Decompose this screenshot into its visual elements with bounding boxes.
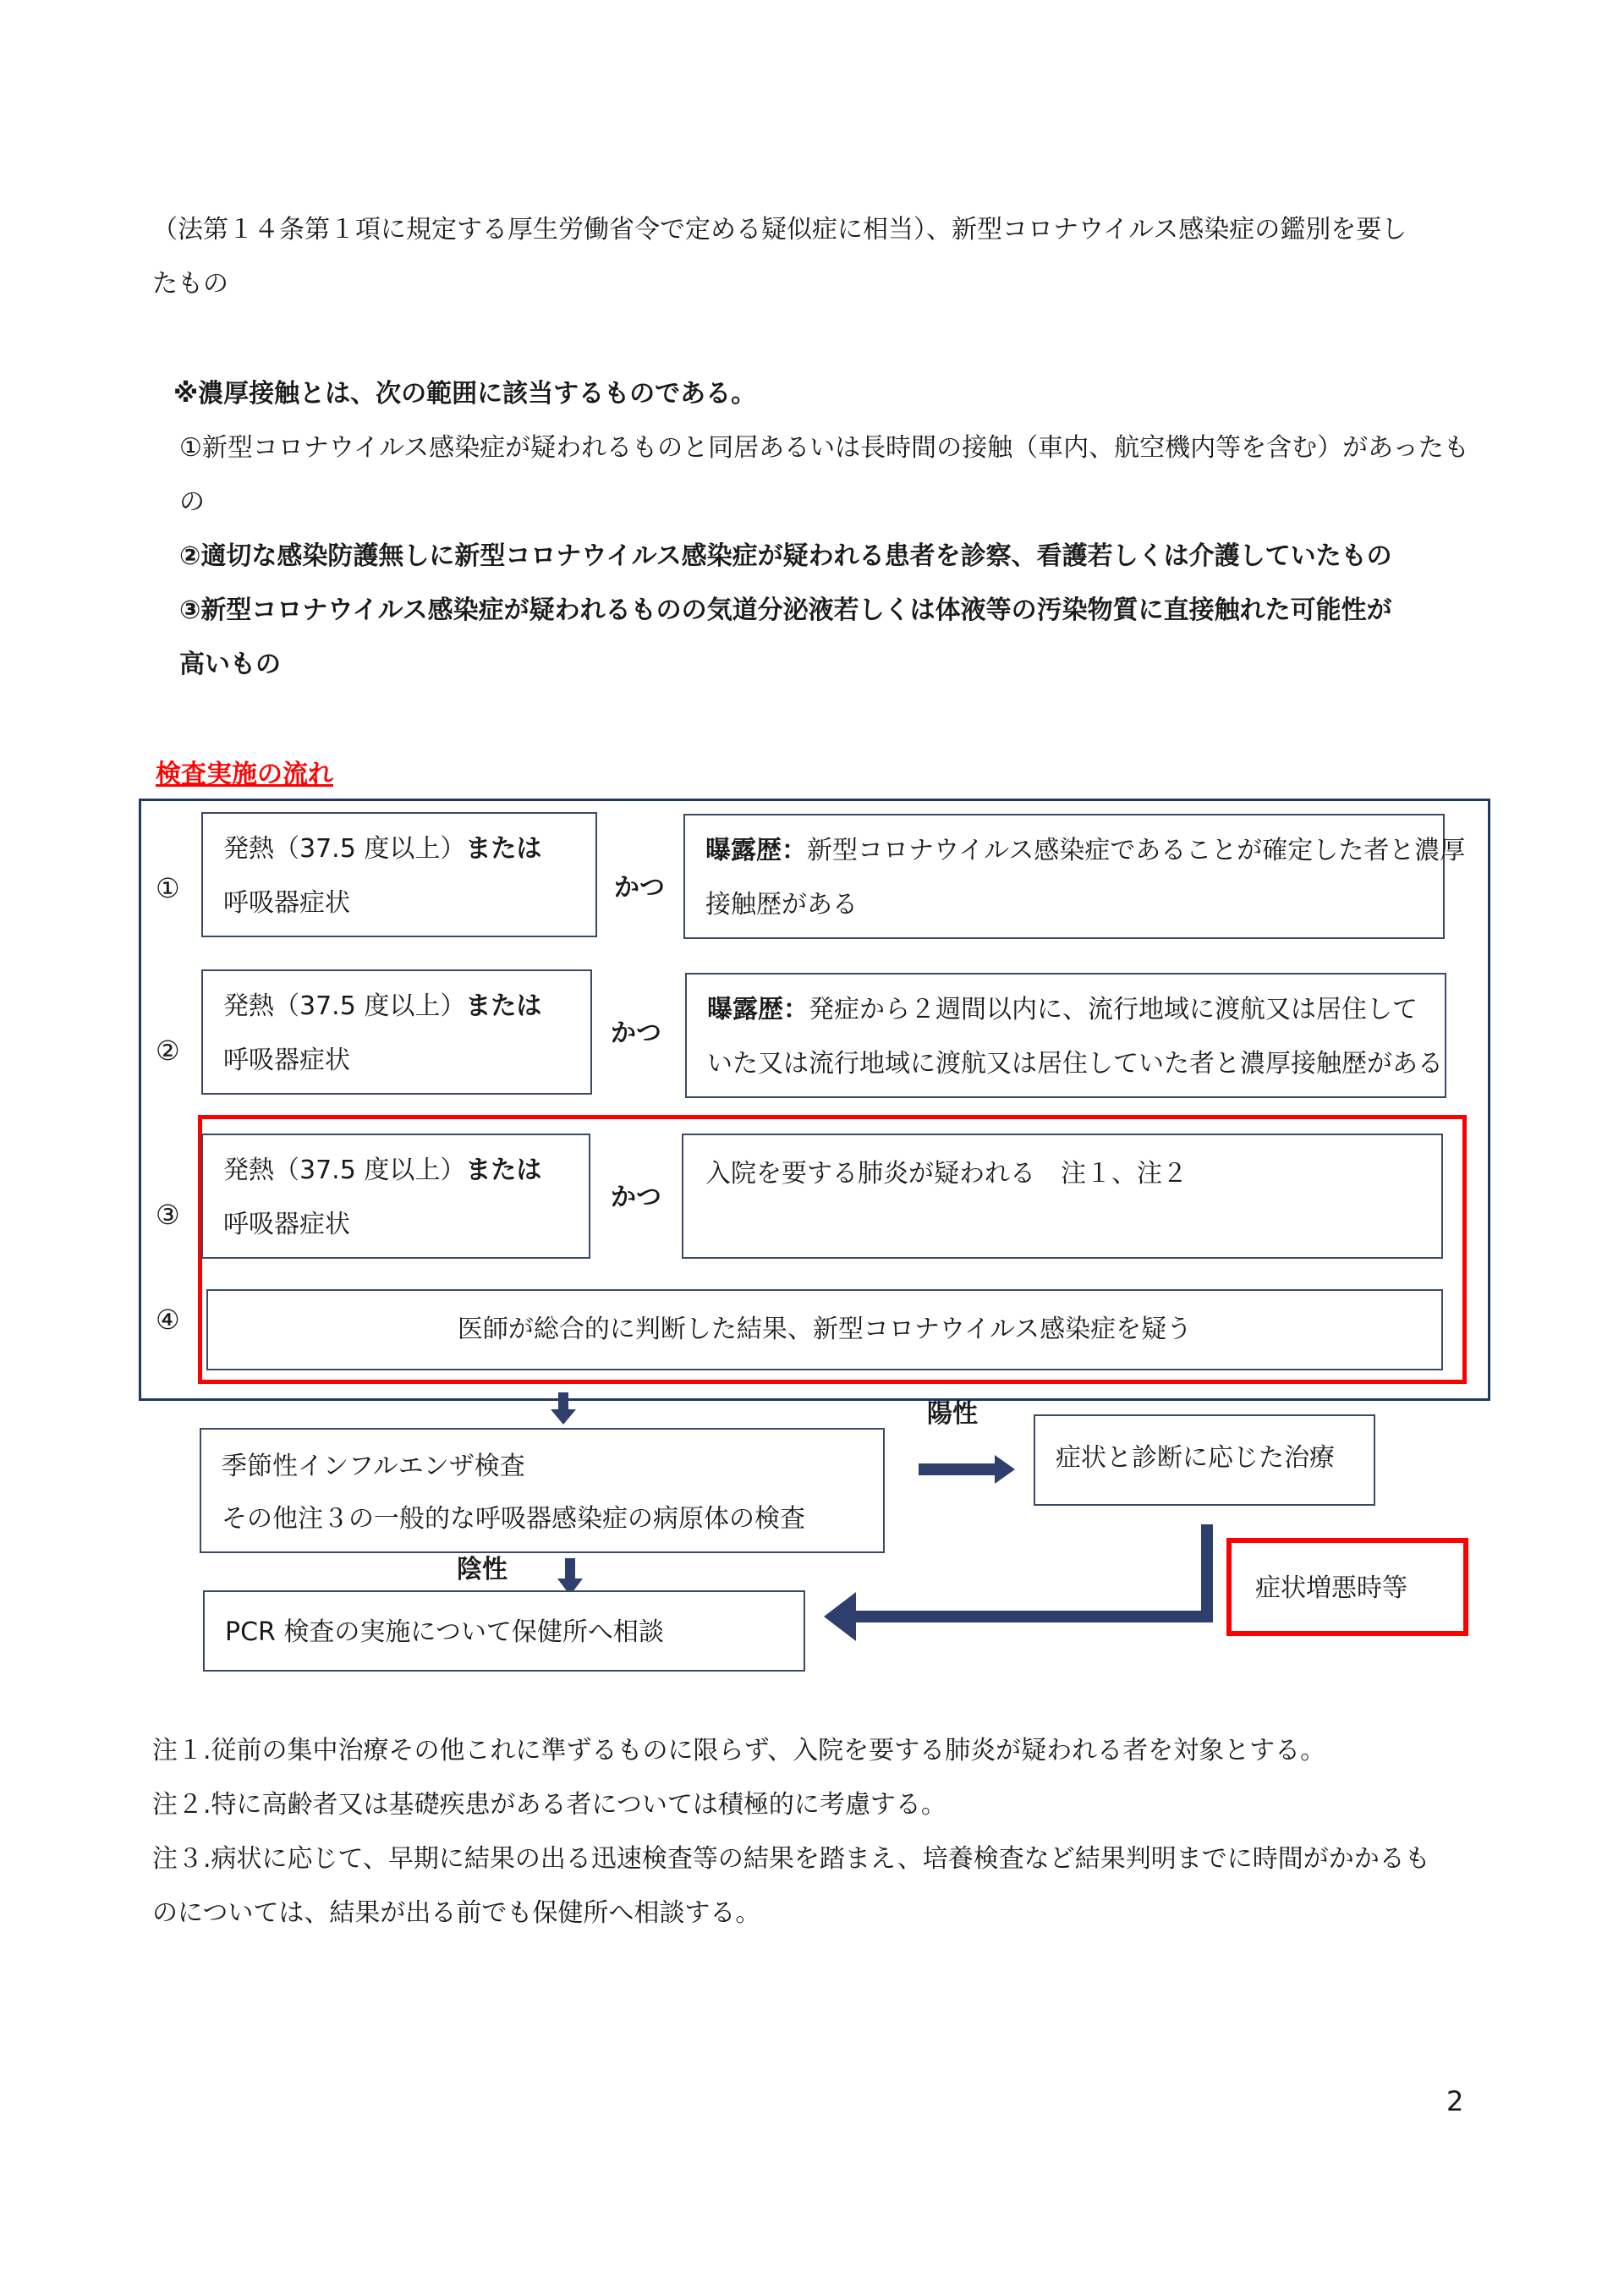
exposure-text-line-1: 曝露歴：発症から２週間以内に、流行地域に渡航又は居住して	[707, 995, 1418, 1024]
close-contact-item-3: ③新型コロナウイルス感染症が疑われるものの気道分泌液若しくは体液等の汚染物質に直接触れた可能性が	[179, 596, 1392, 625]
symptom-text-line-2: 呼吸器症状	[223, 1210, 350, 1239]
row-1-and-label: かつ	[614, 873, 665, 903]
down-arrow-icon	[551, 1392, 576, 1425]
close-contact-item-3-cont: 高いもの	[179, 650, 281, 679]
flow-heading: 検査実施の流れ	[156, 760, 333, 789]
symptom-text-line-2: 呼吸器症状	[223, 1046, 350, 1075]
close-contact-item-1-cont: の	[179, 487, 205, 517]
row-2-number: ②	[156, 1035, 180, 1067]
symptom-text-line-1: 発熱（37.5 度以上）または	[223, 1156, 542, 1185]
influenza-test-box	[200, 1428, 885, 1553]
worsening-symptoms-box	[1226, 1538, 1468, 1636]
right-arrow-icon	[919, 1455, 1015, 1484]
note-2: 注２.特に高齢者又は基礎疾患がある者については積極的に考慮する。	[152, 1790, 946, 1820]
close-contact-item-2: ②適切な感染防護無しに新型コロナウイルス感染症が疑われる患者を診察、看護若しくは介護していたもの	[179, 541, 1392, 571]
symptom-text-line-1: 発熱（37.5 度以上）または	[223, 991, 542, 1021]
pneumonia-condition-text: 入院を要する肺炎が疑われる 注１、注２	[705, 1159, 1188, 1189]
exposure-text-line-1: 曝露歴：新型コロナウイルス感染症であることが確定した者と濃厚	[705, 836, 1466, 865]
row-1-number: ①	[156, 872, 180, 904]
other-pathogen-test-text: その他注３の一般的な呼吸器感染症の病原体の検査	[222, 1504, 805, 1534]
influenza-test-text: 季節性インフルエンザ検査	[222, 1452, 525, 1481]
note-1: 注１.従前の集中治療その他これに準ずるものに限らず、入院を要する肺炎が疑われる者を対象とする。	[152, 1736, 1326, 1765]
pcr-consult-box	[203, 1590, 805, 1672]
positive-label: 陽性	[927, 1399, 978, 1429]
note-3: 注３.病状に応じて、早期に結果の出る迅速検査等の結果を踏まえ、培養検査など結果判明までに時間がかかるも	[152, 1844, 1430, 1874]
treatment-box	[1034, 1414, 1375, 1506]
worsening-symptoms-text: 症状増悪時等	[1255, 1573, 1407, 1603]
symptom-text-line-1: 発熱（37.5 度以上）または	[223, 834, 542, 864]
intro-line-1: （法第１４条第１項に規定する厚生労働省令で定める疑似症に相当）、新型コロナウイルス感染症の鑑別を要し	[152, 215, 1407, 244]
close-contact-item-1: ①新型コロナウイルス感染症が疑われるものと同居あるいは長時間の接触（車内、航空機内等を含む）があったも	[179, 433, 1469, 463]
row-4-number: ④	[156, 1304, 180, 1336]
intro-line-2: たもの	[152, 269, 228, 299]
row-3-number: ③	[156, 1199, 180, 1231]
treatment-text: 症状と診断に応じた治療	[1056, 1443, 1335, 1473]
symptom-text-line-2: 呼吸器症状	[223, 888, 350, 918]
exposure-text-line-2: 接触歴がある	[705, 890, 858, 920]
page-number: 2	[1446, 2085, 1464, 2117]
row-2-and-label: かつ	[611, 1018, 661, 1048]
exposure-text-line-2: いた又は流行地域に渡航又は居住していた者と濃厚接触歴がある	[707, 1049, 1443, 1079]
doctor-judgement-text: 医師が総合的に判断した結果、新型コロナウイルス感染症を疑う	[457, 1315, 1193, 1344]
note-3-cont: のについては、結果が出る前でも保健所へ相談する。	[152, 1898, 761, 1928]
pcr-consult-text: PCR 検査の実施について保健所へ相談	[225, 1617, 664, 1647]
negative-label: 陰性	[457, 1555, 508, 1584]
row-3-and-label: かつ	[611, 1183, 661, 1212]
close-contact-heading: ※濃厚接触とは、次の範囲に該当するものである。	[173, 379, 757, 409]
